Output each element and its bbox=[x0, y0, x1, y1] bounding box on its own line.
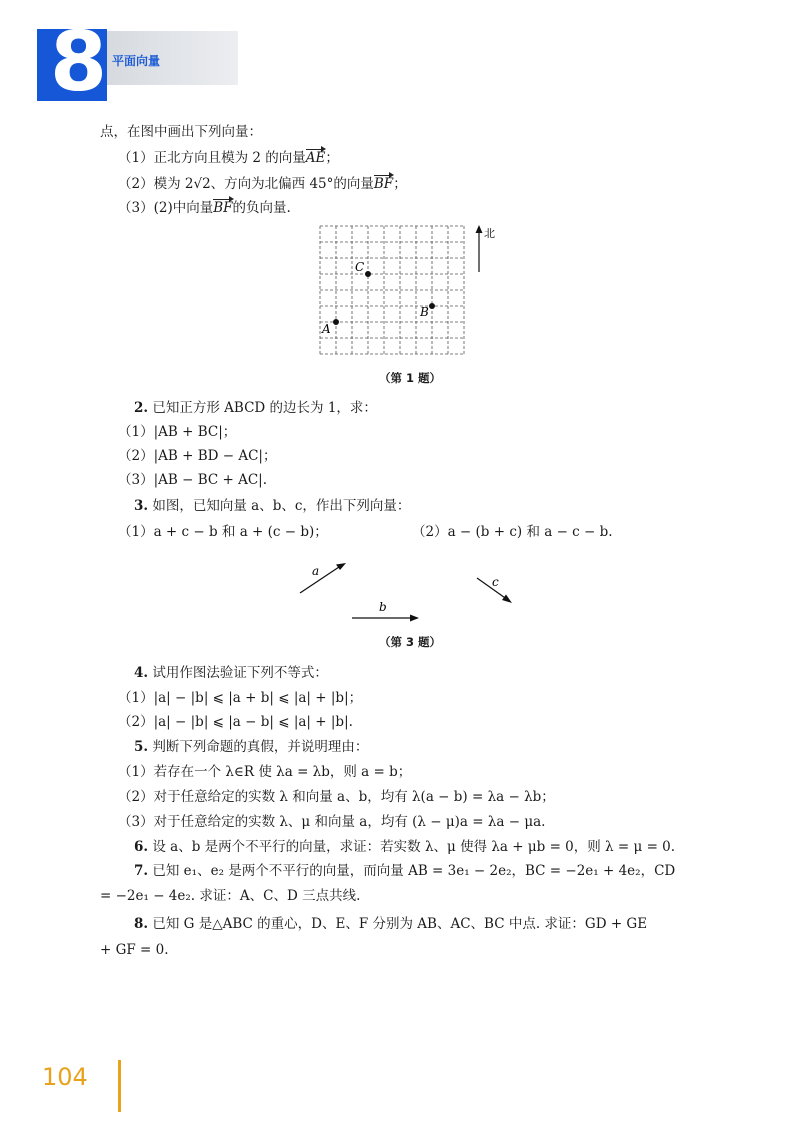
problem1-intro: 点，在图中画出下列向量： bbox=[100, 124, 262, 140]
problem3-text: 3. 如图，已知向量 a、b、c，作出下列向量： bbox=[134, 498, 411, 514]
problem7-line1: 7. 已知 e₁、e₂ 是两个不平行的向量，而向量 AB = 3e₁ − 2e₂，BC = −2e₁ + 4e₂，CD bbox=[134, 863, 676, 879]
page-number-divider bbox=[118, 1060, 121, 1112]
problem2-item2: （2）|AB + BD − AC|； bbox=[118, 448, 277, 464]
problem5-item3: （3）对于任意给定的实数 λ、μ 和向量 a，均有 (λ − μ)a = λa − μa. bbox=[118, 814, 546, 830]
north-label: 北 bbox=[484, 227, 495, 240]
problem3-item1: （1）a + c − b 和 a + (c − b)； bbox=[118, 524, 328, 540]
problem5-item2: （2）对于任意给定的实数 λ 和向量 a、b，均有 λ(a − b) = λa − λb； bbox=[118, 789, 555, 805]
chapter-title: 平面向量 bbox=[112, 54, 161, 68]
problem3-caption: （第 3 题） bbox=[379, 635, 442, 649]
label-a: a bbox=[312, 564, 320, 578]
label-A: A bbox=[322, 322, 331, 336]
problem1-grid-figure bbox=[310, 220, 510, 360]
page-number: 104 bbox=[42, 1063, 88, 1091]
point-C bbox=[365, 271, 371, 277]
problem2-item3: （3）|AB − BC + AC|. bbox=[118, 472, 268, 488]
vector-a bbox=[300, 565, 342, 593]
problem8-line2: + GF = 0. bbox=[100, 942, 169, 958]
problem5-text: 5. 判断下列命题的真假，并说明理由： bbox=[134, 739, 369, 755]
problem4-item2: （2）|a| − |b| ⩽ |a − b| ⩽ |a| + |b|. bbox=[118, 714, 353, 730]
label-b: b bbox=[379, 600, 387, 614]
problem8-line1: 8. 已知 G 是△ABC 的重心，D、E、F 分别为 AB、AC、BC 中点. 求证：GD + GE bbox=[134, 916, 648, 932]
problem1-item1: （1）正北方向且模为 2 的向量AE； bbox=[118, 150, 339, 166]
point-A bbox=[333, 319, 339, 325]
point-B bbox=[429, 303, 435, 309]
problem1-item3: （3）(2)中向量BF的负向量. bbox=[118, 200, 291, 216]
label-B: B bbox=[420, 305, 429, 319]
problem2-text: 2. 已知正方形 ABCD 的边长为 1，求： bbox=[134, 400, 377, 416]
problem4-text: 4. 试用作图法验证下列不等式： bbox=[134, 665, 328, 681]
label-c: c bbox=[492, 575, 499, 589]
problem4-item1: （1）|a| − |b| ⩽ |a + b| ⩽ |a| + |b|； bbox=[118, 690, 363, 706]
problem7-line2: = −2e₁ − 4e₂. 求证：A、C、D 三点共线. bbox=[100, 888, 361, 904]
problem2-item1: （1）|AB + BC|； bbox=[118, 424, 237, 440]
problem3-vector-figure bbox=[290, 555, 530, 625]
problem6-text: 6. 设 a、b 是两个不平行的向量，求证：若实数 λ、μ 使得 λa + μb = 0，则 λ = μ = 0. bbox=[134, 839, 676, 855]
problem3-item2: （2）a − (b + c) 和 a − c − b. bbox=[412, 524, 613, 540]
chapter-number: 8 bbox=[50, 15, 108, 110]
problem5-item1: （1）若存在一个 λ∈R 使 λa = λb，则 a = b； bbox=[118, 764, 412, 780]
label-C: C bbox=[355, 260, 365, 274]
problem1-caption: （第 1 题） bbox=[379, 371, 442, 385]
problem1-item2: （2）模为 2√2、方向为北偏西 45°的向量BF； bbox=[118, 176, 407, 192]
